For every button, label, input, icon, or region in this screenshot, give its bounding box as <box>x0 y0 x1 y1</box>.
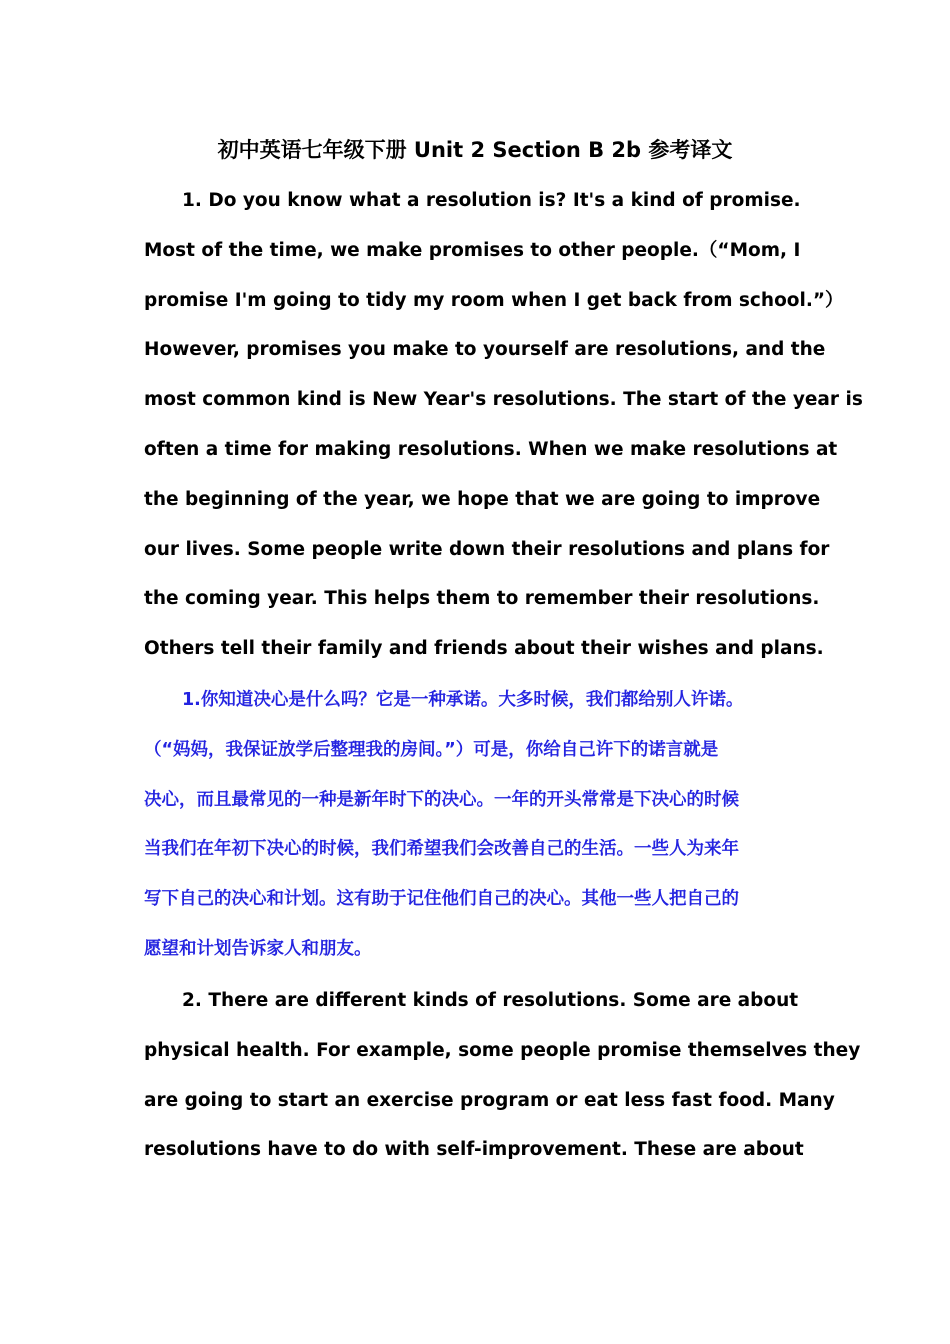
english-paragraph-1 <box>144 176 863 674</box>
text-line: 决心，而且最常见的一种是新年时下的决心。一年的开头常常是下决心的时候 <box>144 789 739 810</box>
english-paragraph-2 <box>144 976 861 1175</box>
document-title: 初中英语七年级下册 Unit 2 Section B 2b 参考译文 <box>217 138 733 162</box>
text-line: Most of the time, we make promises to other people.（“Mom, I <box>144 239 801 261</box>
text-line: （“妈妈，我保证放学后整理我的房间。”）可是，你给自己许下的诺言就是 <box>144 739 719 760</box>
text-line: resolutions have to do with self-improvement. These are about <box>144 1139 804 1161</box>
text-line: are going to start an exercise program or eat less fast food. Many <box>144 1089 835 1111</box>
text-line: most common kind is New Year's resolutions. The start of the year is <box>144 389 863 411</box>
text-line: the coming year. This helps them to remember their resolutions. <box>144 588 820 610</box>
text-line: physical health. For example, some people promise themselves they <box>144 1039 861 1061</box>
text-line: 2. There are different kinds of resolutions. Some are about <box>182 990 799 1011</box>
text-line: our lives. Some people write down their resolutions and plans for <box>144 538 830 560</box>
text-line: 1.你知道决心是什么吗？它是一种承诺。大多时候，我们都给别人许诺。 <box>182 690 744 710</box>
text-line: often a time for making resolutions. When we make resolutions at <box>144 438 838 460</box>
text-line: the beginning of the year, we hope that we are going to improve <box>144 488 821 510</box>
text-line: 当我们在年初下决心的时候，我们希望我们会改善自己的生活。一些人为来年 <box>144 839 739 860</box>
text-line: 写下自己的决心和计划。这有助于记住他们自己的决心。其他一些人把自己的 <box>144 889 739 910</box>
text-line: promise I'm going to tidy my room when I get back from school.”） <box>144 289 844 311</box>
chinese-translation-1 <box>144 676 809 975</box>
text-line: However, promises you make to yourself are resolutions, and the <box>144 339 826 361</box>
text-line: 1. Do you know what a resolution is? It's a kind of promise. <box>182 190 801 211</box>
text-line: 愿望和计划告诉家人和朋友。 <box>144 938 372 959</box>
text-line: Others tell their family and friends about their wishes and plans. <box>144 638 824 660</box>
